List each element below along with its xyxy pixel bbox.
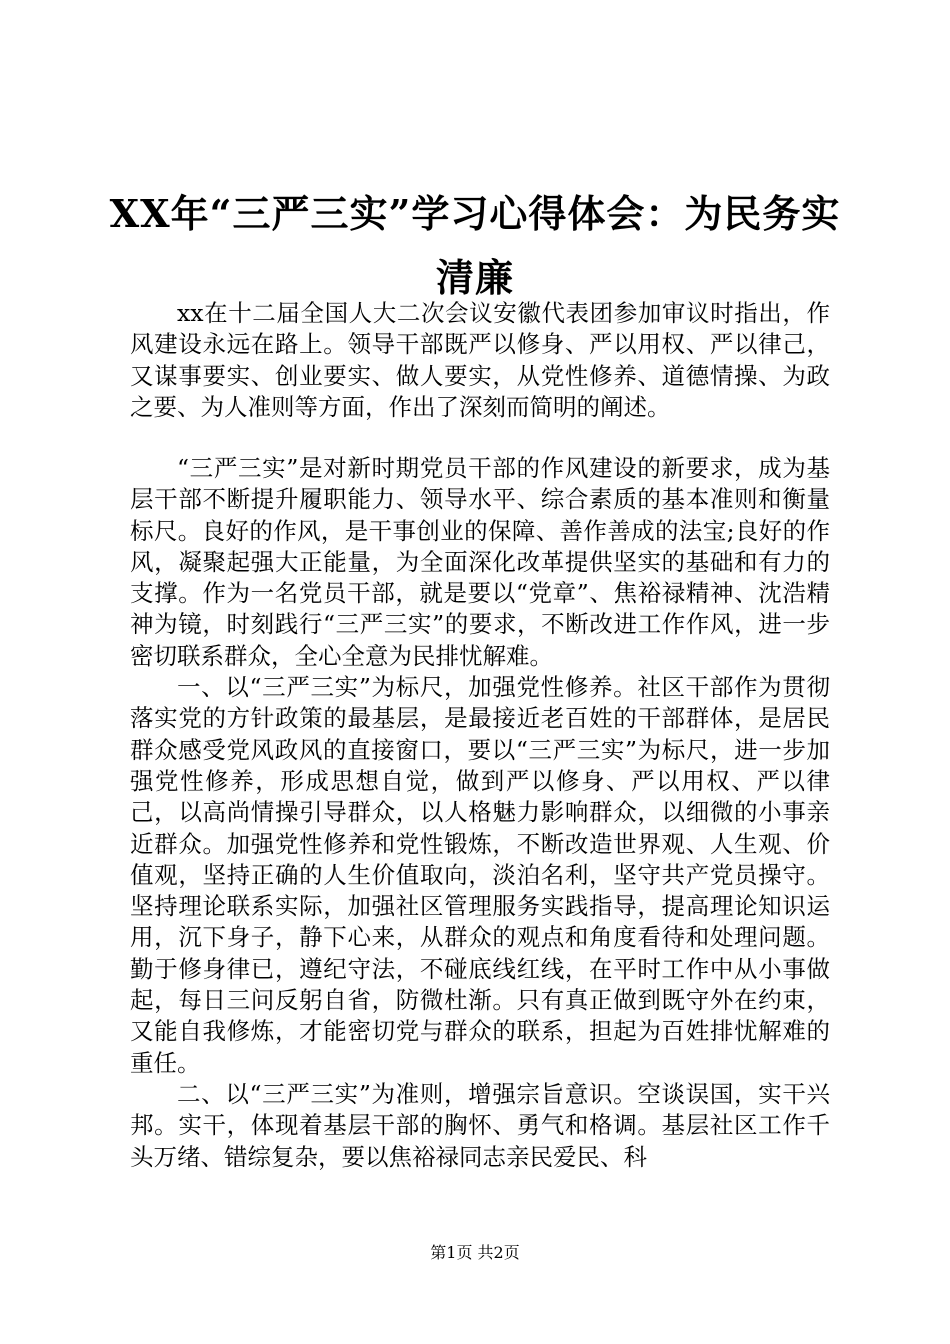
paragraph: xx在十二届全国人大二次会议安徽代表团参加审议时指出，作风建设永远在路上。领导干部既严以修身、严以用权、严以律己，又谋事要实、创业要实、做人要实，从党性修养、道德情操、为政之要、为人准则等方面，作出了深刻而简明的阐述。 (130, 299, 830, 421)
document-title: XX年“三严三实”学习心得体会：为民务实清廉 (109, 191, 841, 300)
main-block (130, 453, 830, 1173)
paragraph: 一、以“三严三实”为标尺，加强党性修养。社区干部作为贯彻落实党的方针政策的最基层，是最接近老百姓的干部群体，是居民群众感受党风政风的直接窗口，要以“三严三实”为标尺，进一步加强党性修养，形成思想自觉，做到严以修身、严以用权、严以律己，以高尚情操引导群众，以人格魅力影响群众，以细微的小事亲近群众。加强党性修养和党性锻炼，不断改造世界观、人生观、价值观，坚持正确的人生价值取向，淡泊名利，坚守共产党员操守。坚持理论联系实际，加强社区管理服务实践指导，提高理论知识运用，沉下身子，静下心来，从群众的观点和角度看待和处理问题。勤于修身律已，遵纪守法，不碰底线红线，在平时工作中从小事做起，每日三问反躬自省，防微杜渐。只有真正做到既守外在约束，又能自我修炼，才能密切党与群众的联系，担起为百姓排忧解难的重任。 (130, 673, 830, 1077)
paragraph: “三严三实”是对新时期党员干部的作风建设的新要求，成为基层干部不断提升履职能力、领导水平、综合素质的基本准则和衡量标尺。良好的作风，是干事创业的保障、善作善成的法宝;良好的作风，凝聚起强大正能量，为全面深化改革提供坚实的基础和有力的支撑。作为一名党员干部，就是要以“党章”、焦裕禄精神、沈浩精神为镜，时刻践行“三严三实”的要求，不断改进工作作风，进一步密切联系群众，全心全意为民排忧解难。 (130, 454, 830, 670)
paragraph: 二、以“三严三实”为准则，增强宗旨意识。空谈误国，实干兴邦。实干，体现着基层干部的胸怀、勇气和格调。基层社区工作千头万绪、错综复杂，要以焦裕禄同志亲民爱民、科 (130, 1079, 830, 1171)
page-footer: 第1页 共2页 (430, 1243, 520, 1262)
intro-block (130, 298, 830, 423)
